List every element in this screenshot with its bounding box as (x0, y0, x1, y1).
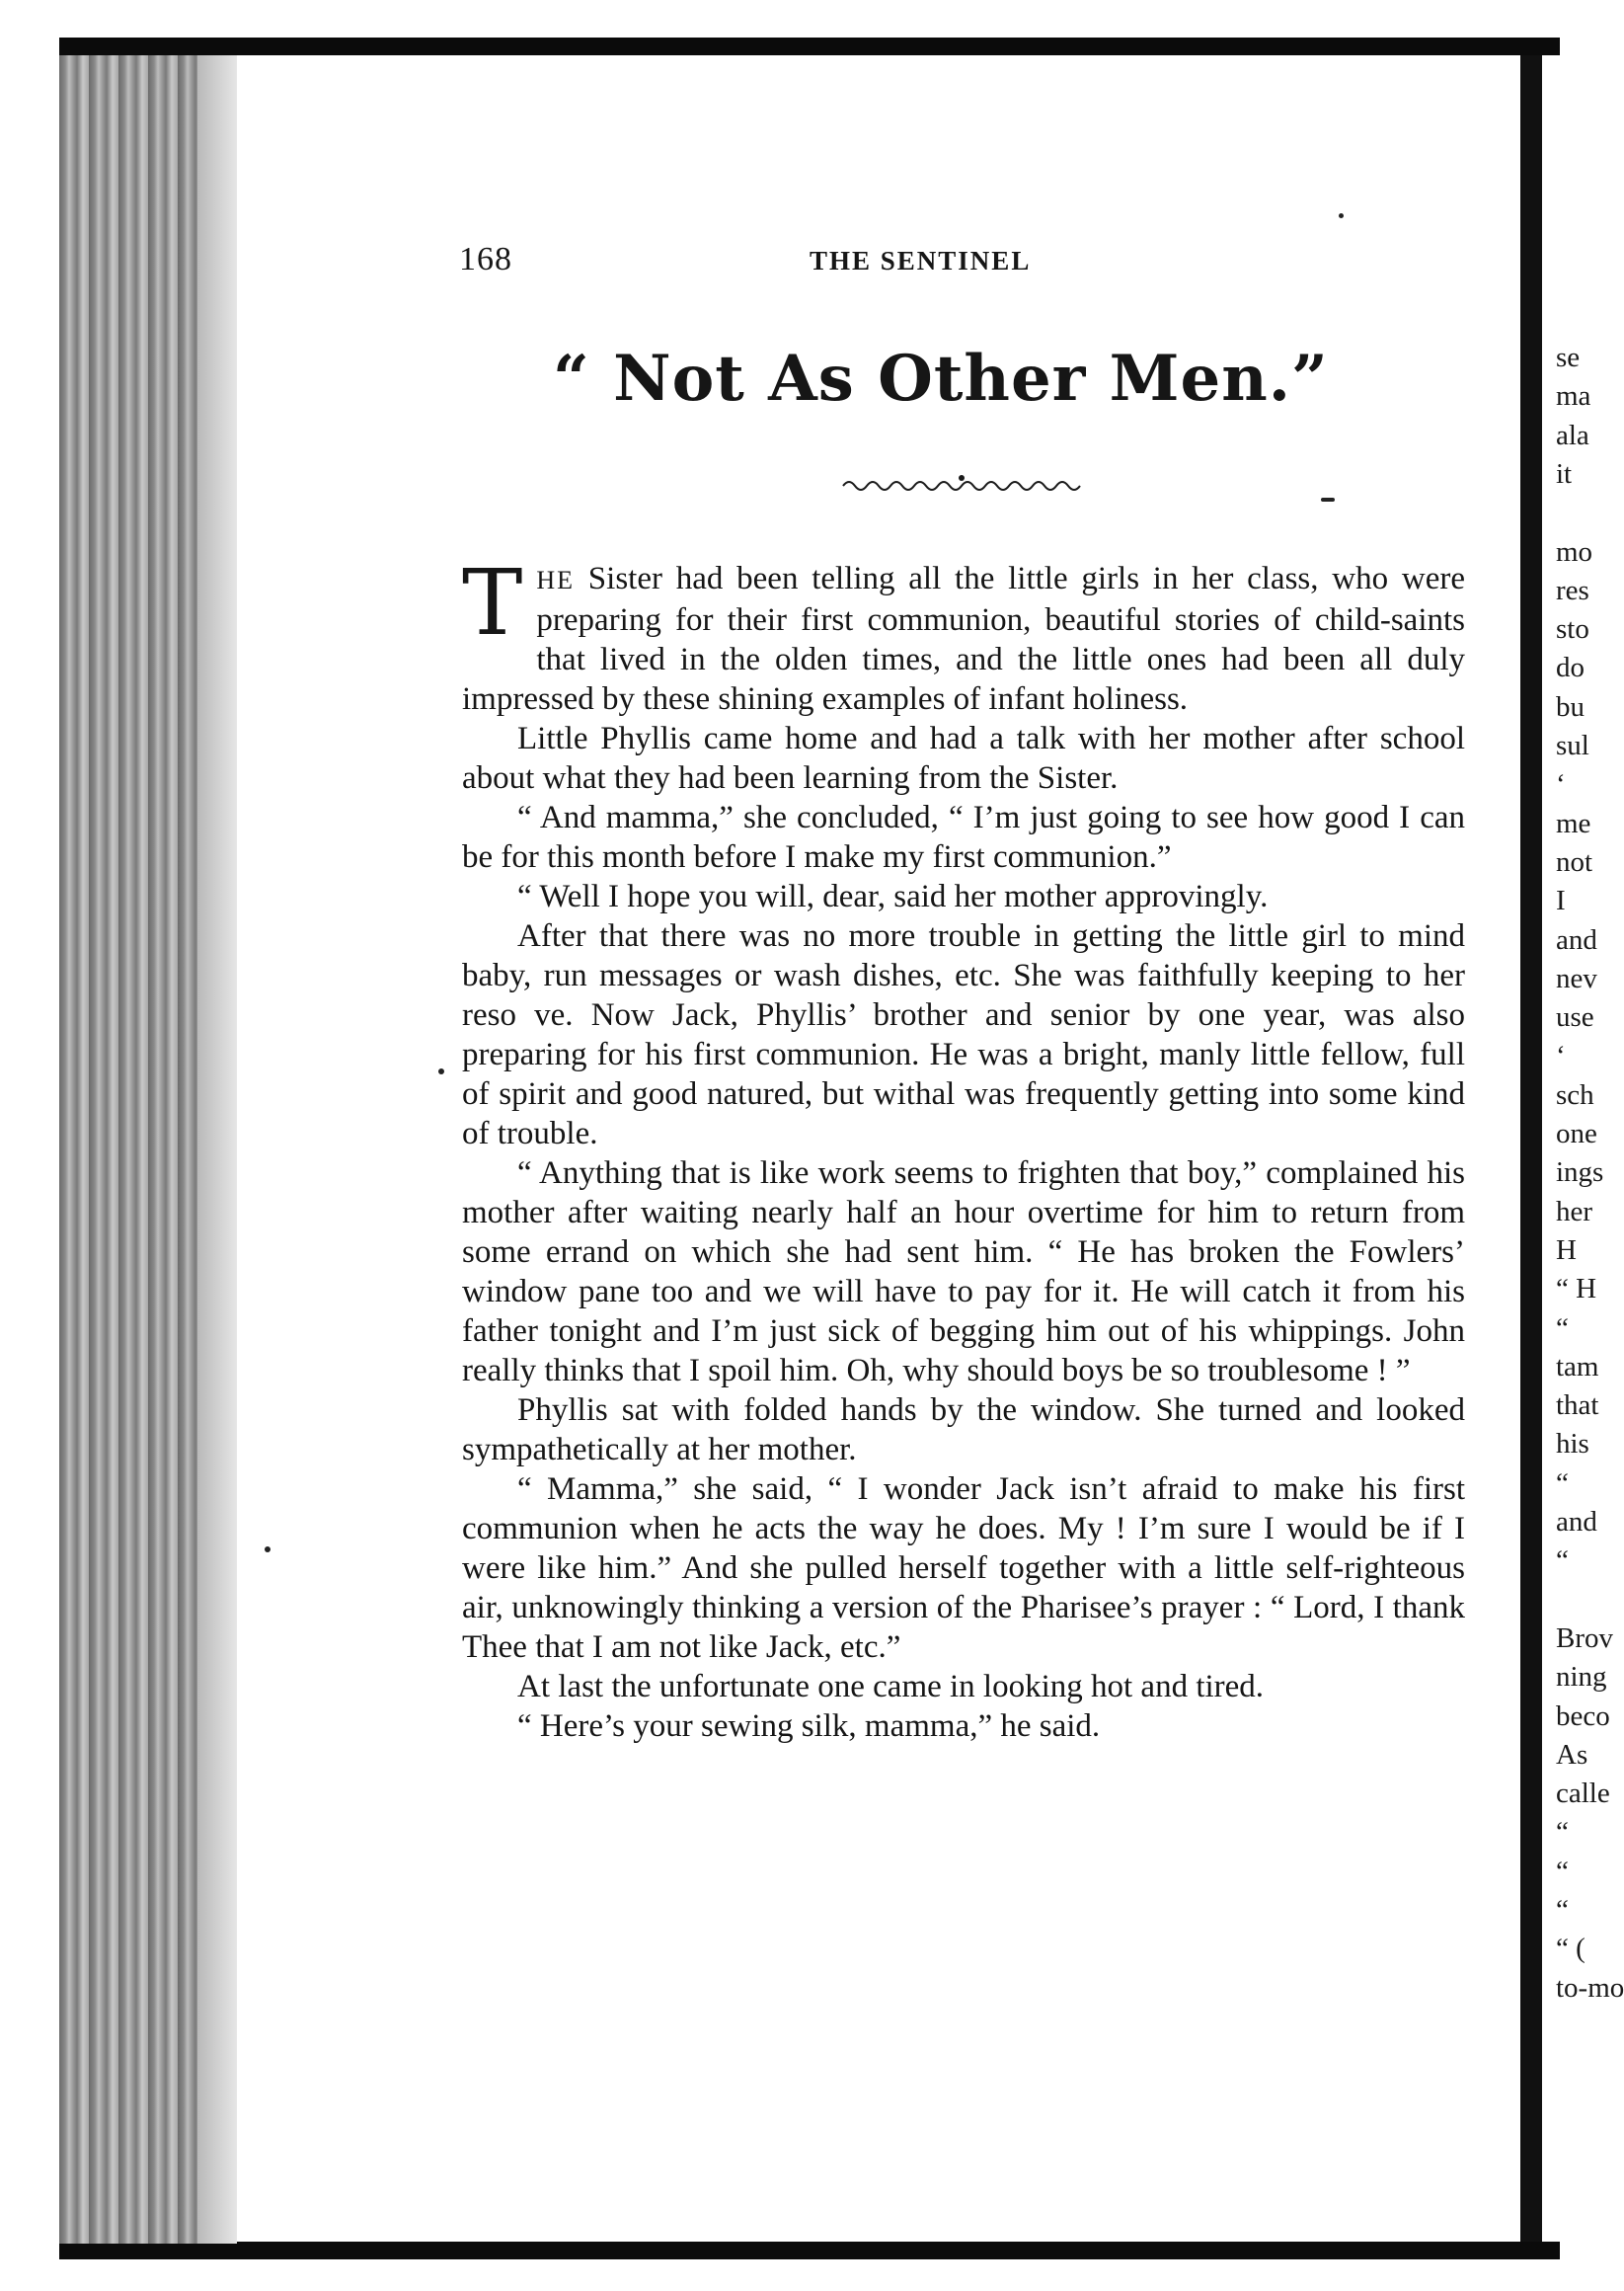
article-body (462, 550, 1465, 1746)
facing-page-fragment: calle (1556, 1778, 1610, 1810)
facing-page-fragment: ‘ (1556, 768, 1566, 801)
facing-page-fragment: that (1556, 1389, 1599, 1422)
scan-border-bottom (59, 2242, 1560, 2259)
paragraph-10: “ Here’s your sewing silk, mamma,” he said. (517, 1708, 1101, 1744)
facing-page-fragment: “ (1556, 1311, 1569, 1344)
facing-page-fragment: sto (1556, 613, 1589, 646)
facing-page-fragment: to-mo (1556, 1971, 1624, 2004)
facing-page-fragment: ma (1556, 380, 1591, 413)
facing-page-fragment: I (1556, 885, 1566, 917)
paragraph-text: Sister had been telling all the little girls in her class, who were preparing for their first communion, beautiful stories of child-saints that lived in the olden times, and the little ones had been all duly impressed by these shining examples of infant holiness. (462, 561, 1465, 717)
drop-cap: T (462, 550, 523, 656)
facing-page-fragment: “ ( (1556, 1933, 1585, 1965)
running-head: THE SENTINEL (810, 246, 1032, 276)
book-gutter (1520, 55, 1542, 2242)
paragraph-1 (462, 550, 1465, 719)
scan-speck (1321, 498, 1335, 502)
facing-page-fragment: sul (1556, 730, 1589, 761)
facing-page-fragment: “ H (1556, 1273, 1597, 1305)
facing-page-fragment: it (1556, 457, 1573, 490)
paragraph-8: “ Mamma,” she said, “ I wonder Jack isn’t afraid to make his first communion when he acts the way he does. My ! I’m sure I would be if I were like him.” And she pulled herself together with a little self-righteous air, unknowingly thinking a version of the Pharisee’s prayer : “ Lord, I thank Thee that I am not like Jack, etc.” (462, 1471, 1465, 1665)
paragraph-9: At last the unfortunate one came in looking hot and tired. (517, 1669, 1265, 1704)
facing-page-fragment: and (1556, 923, 1597, 956)
title-ornament-icon (841, 472, 1088, 496)
paragraph-2: Little Phyllis came home and had a talk with her mother after school about what they had been learning from the Sister. (462, 721, 1465, 796)
facing-page-fragment: H (1556, 1233, 1577, 1266)
facing-page-fragment: “ (1556, 1894, 1569, 1926)
facing-page-fragment: “ (1556, 1816, 1569, 1849)
facing-page-fragment: use (1556, 1001, 1594, 1034)
facing-page-fragment: beco (1556, 1699, 1610, 1732)
facing-page-fragment: nev (1556, 962, 1597, 994)
facing-page-fragment: ning (1556, 1661, 1607, 1694)
scan-speck (1339, 213, 1344, 218)
facing-page-fragment: sch (1556, 1078, 1594, 1111)
facing-page-fragment: his (1556, 1428, 1589, 1461)
facing-page-fragment: “ (1556, 1855, 1569, 1887)
facing-page-fragment: one (1556, 1118, 1597, 1149)
facing-page-fragment: As (1556, 1738, 1588, 1771)
facing-page-fragment: ings (1556, 1156, 1604, 1189)
paragraph-4: “ Well I hope you will, dear, said her mother approvingly. (517, 879, 1269, 914)
facing-page-fragment: mo (1556, 535, 1593, 568)
paragraph-3: “ And mamma,” she concluded, “ I’m just going to see how good I can be for this month before I make my first communion.” (462, 800, 1465, 875)
facing-page-fragment: do (1556, 652, 1585, 684)
page-number: 168 (459, 241, 512, 277)
facing-page (1542, 55, 1624, 2242)
article-title: “ Not As Other Men.” (553, 342, 1329, 416)
scan-border-top (59, 38, 1560, 57)
facing-page-fragment: ala (1556, 419, 1589, 451)
facing-page-fragment: se (1556, 342, 1581, 373)
paragraph-7: Phyllis sat with folded hands by the window. She turned and looked sympathetically at her mother. (462, 1392, 1465, 1467)
paragraph-6: “ Anything that is like work seems to frighten that boy,” complained his mother after waiting nearly half an hour overtime for him to return from some errand on which she had sent him. “ He has broken the Fowlers’ window pane too and we will have to pay for it. He will catch it from his father tonight and I’m just sick of begging him out of his whippings. John really thinks that I spoil him. Oh, why should boys be so troublesome ! ” (462, 1155, 1465, 1388)
facing-page-fragment: tam (1556, 1350, 1599, 1382)
facing-page-fragment: ‘ (1556, 1040, 1566, 1072)
book-page-edges (59, 55, 237, 2244)
facing-page-fragment: me (1556, 807, 1591, 839)
facing-page-fragment: her (1556, 1195, 1593, 1227)
facing-page-fragment: “ (1556, 1544, 1569, 1577)
facing-page-fragment: “ (1556, 1466, 1569, 1499)
facing-page-fragment: Brov (1556, 1621, 1613, 1654)
facing-page-fragment: res (1556, 574, 1589, 606)
scan-speck (438, 1068, 444, 1074)
facing-page-fragment: not (1556, 845, 1593, 878)
first-word-rest: HE (536, 566, 576, 594)
facing-page-fragment: bu (1556, 690, 1585, 723)
paragraph-5: After that there was no more trouble in getting the little girl to mind baby, run messages or wash dishes, etc. She was faithfully keeping to her reso ve. Now Jack, Phyllis’ brother and senior by one year, was also preparing for his first communion. He was a bright, manly little fellow, full of spirit and good natured, but withal was frequently getting into some kind of trouble. (462, 918, 1465, 1151)
scan-speck (265, 1546, 271, 1552)
facing-page-fragment: and (1556, 1506, 1597, 1538)
